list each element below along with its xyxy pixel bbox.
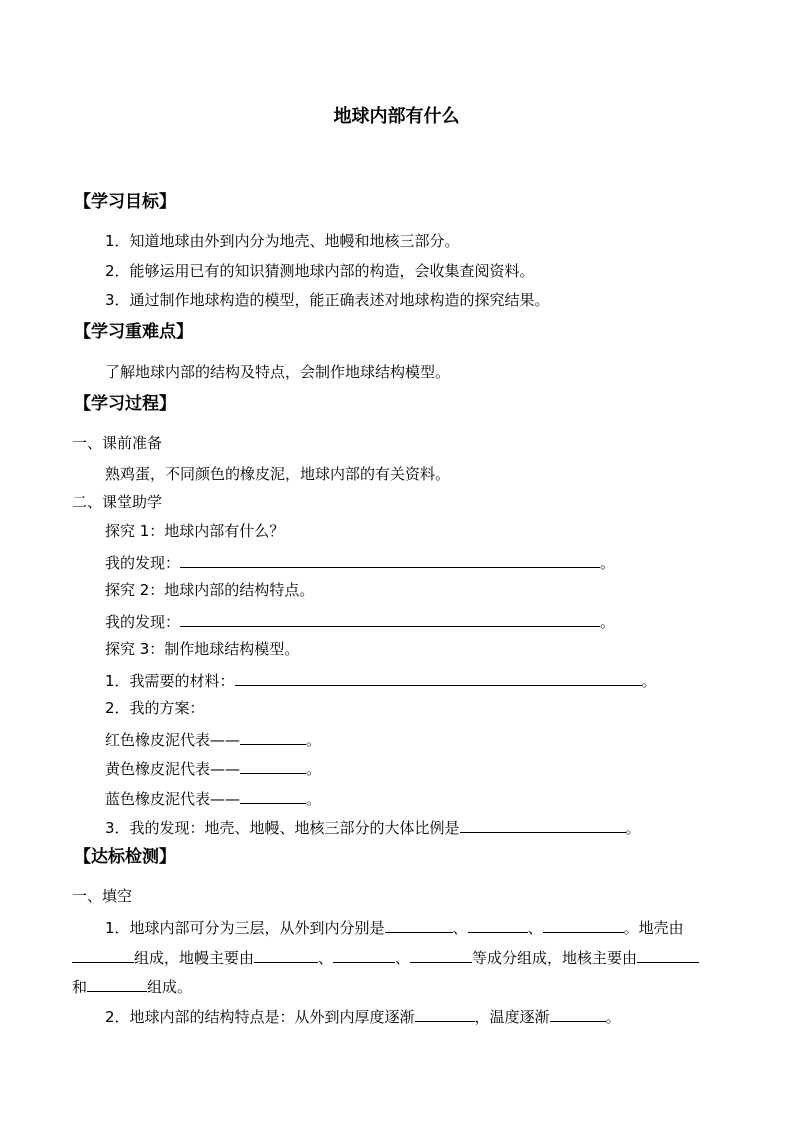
finding-line-1 — [105, 551, 615, 573]
finding-blank-2[interactable] — [180, 610, 600, 627]
q1-text: 组成。 — [147, 978, 193, 996]
q1-text: 。地壳由 — [623, 919, 684, 937]
period: 。 — [641, 672, 657, 690]
period: 。 — [600, 554, 616, 572]
q2-line — [105, 1005, 621, 1027]
finding-blank-1[interactable] — [180, 551, 600, 568]
prep-text: 熟鸡蛋，不同颜色的橡皮泥，地球内部的有关资料。 — [105, 465, 451, 483]
finding-line-2 — [105, 610, 615, 632]
period: 。 — [625, 819, 641, 837]
red-line — [105, 728, 321, 750]
q1-blank-9[interactable] — [87, 975, 147, 992]
q1-line-2 — [72, 946, 699, 968]
blue-blank[interactable] — [240, 787, 306, 804]
separator: 、 — [395, 949, 411, 967]
separator: 、 — [452, 919, 468, 937]
q1-text: 等成分组成，地核主要由 — [472, 949, 638, 967]
q1-text: 组成，地幔主要由 — [134, 949, 255, 967]
yellow-label: 黄色橡皮泥代表—— — [105, 760, 241, 778]
materials-label: 1．我需要的材料： — [105, 672, 235, 690]
period: 。 — [306, 760, 322, 778]
separator: 、 — [318, 949, 334, 967]
plan-label: 2．我的方案： — [105, 699, 205, 717]
q1-blank-3[interactable] — [543, 916, 624, 933]
q1-blank-7[interactable] — [410, 946, 472, 963]
ratio-line — [105, 816, 641, 838]
period: 。 — [306, 731, 322, 749]
separator: 、 — [527, 919, 543, 937]
yellow-blank[interactable] — [240, 757, 306, 774]
q1-blank-8[interactable] — [637, 946, 699, 963]
blue-line — [105, 787, 321, 809]
q1-blank-2[interactable] — [468, 916, 528, 933]
red-label: 红色橡皮泥代表—— — [105, 731, 241, 749]
goal-item: 2．能够运用已有的知识猜测地球内部的构造，会收集查阅资料。 — [105, 262, 535, 280]
q1-blank-6[interactable] — [333, 946, 395, 963]
ratio-label: 3．我的发现：地壳、地幔、地核三部分的大体比例是 — [105, 819, 460, 837]
goal-item: 1．知道地球由外到内分为地壳、地幔和地核三部分。 — [105, 232, 460, 250]
q1-blank-5[interactable] — [254, 946, 318, 963]
finding-label: 我的发现： — [105, 554, 181, 572]
section-heading-test: 【达标检测】 — [74, 847, 176, 867]
period: 。 — [306, 790, 322, 808]
section-heading-process: 【学习过程】 — [74, 394, 176, 414]
prep-title: 一、课前准备 — [72, 434, 163, 452]
period: 。 — [600, 613, 616, 631]
page-title: 地球内部有什么 — [333, 106, 460, 127]
keypoints-text: 了解地球内部的结构及特点，会制作地球结构模型。 — [105, 363, 451, 381]
blue-label: 蓝色橡皮泥代表—— — [105, 790, 241, 808]
q1-line-3 — [72, 975, 192, 997]
q2-blank-2[interactable] — [550, 1005, 606, 1022]
ratio-blank[interactable] — [460, 816, 626, 833]
q1-text: 和 — [72, 978, 88, 996]
finding-label: 我的发现： — [105, 613, 181, 631]
q2-text: 2．地球内部的结构特点是：从外到内厚度逐渐 — [105, 1008, 415, 1026]
period: 。 — [605, 1008, 621, 1026]
q1-text: 1．地球内部可分为三层，从外到内分别是 — [105, 919, 385, 937]
goal-item: 3．通过制作地球构造的模型，能正确表述对地球构造的探究结果。 — [105, 291, 550, 309]
explore-1: 探究 1：地球内部有什么？ — [105, 522, 285, 540]
class-title: 二、课堂助学 — [72, 493, 163, 511]
q1-blank-1[interactable] — [385, 916, 453, 933]
yellow-line — [105, 757, 321, 779]
fill-title: 一、填空 — [72, 887, 133, 905]
q2-text: ，温度逐渐 — [474, 1008, 550, 1026]
q1-line-1 — [105, 916, 684, 938]
explore-3: 探究 3：制作地球结构模型。 — [105, 640, 300, 658]
materials-line — [105, 669, 657, 691]
q2-blank-1[interactable] — [415, 1005, 475, 1022]
section-heading-goals: 【学习目标】 — [74, 192, 176, 212]
section-heading-keypoints: 【学习重难点】 — [74, 322, 193, 342]
q1-blank-4[interactable] — [72, 946, 134, 963]
explore-2: 探究 2：地球内部的结构特点。 — [105, 581, 315, 599]
materials-blank[interactable] — [235, 669, 642, 686]
red-blank[interactable] — [240, 728, 306, 745]
